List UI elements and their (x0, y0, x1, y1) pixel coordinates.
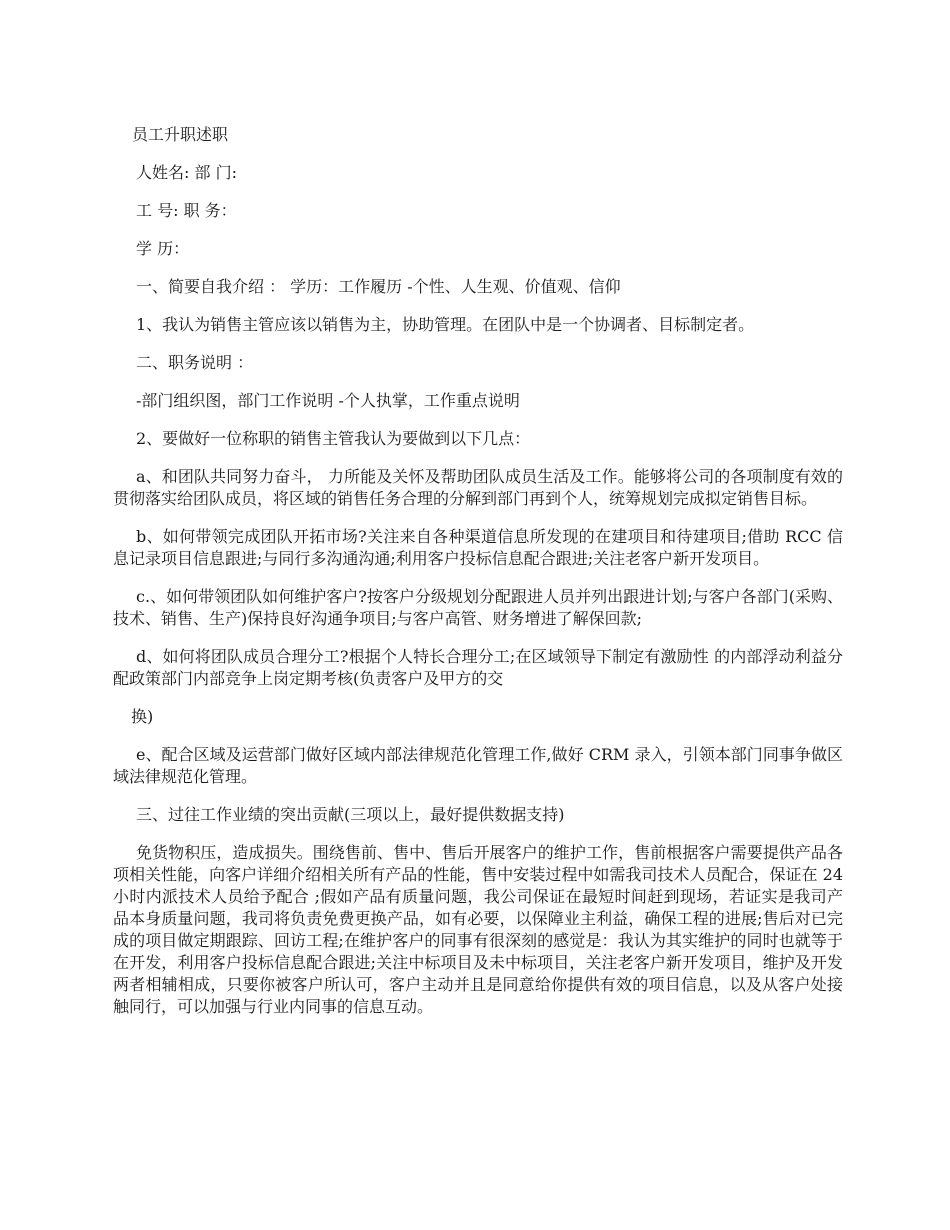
paragraph-d-continued: 换) (131, 707, 154, 726)
field-id-position: 工 号: 职 务： (136, 201, 237, 220)
paragraph-e: e、配合区域及运营部门做好区域内部法律规范化管理工作,做好 CRM 录入，引领本部门同事争做区域法律规范化管理。 (113, 745, 843, 786)
paragraph-d: d、如何将团队成员合理分工?根据个人特长合理分工;在区域领导下制定有激励性 的内部浮动利益分配政策部门内部竞争上岗定期考核(负责客户及甲方的交 (113, 647, 843, 688)
paragraph-1: 1、我认为销售主管应该以销售为主，协助管理。在团队中是一个协调者、目标制定者。 (136, 315, 755, 334)
field-education: 学 历： (136, 239, 190, 258)
field-name-department: 人姓名: 部 门: (136, 163, 237, 182)
section-2-heading: 二、职务说明 ： (136, 353, 254, 372)
paragraph-a: a、和团队共同努力奋斗， 力所能及关怀及帮助团队成员生活及工作。能够将公司的各项制度有效的贯彻落实给团队成员，将区域的销售任务合理的分解到部门再到个人，统筹规划完成拟定销售目标。 (113, 467, 843, 508)
document-body (113, 124, 843, 1018)
paragraph-c: c.、如何带领团队如何维护客户?按客户分级规划分配跟进人员并列出跟进计划;与客户各部门(采购、技术、销售、生产)保持良好沟通争项目;与客户高管、财务增进了解保回款; (113, 587, 843, 628)
paragraph-b: b、如何带领完成团队开拓市场?关注来自各种渠道信息所发现的在建项目和待建项目;借助 RCC 信息记录项目信息跟进;与同行多沟通沟通;利用客户投标信息配合跟进;关注老客户新开发项目。 (113, 527, 843, 568)
paragraph-org-chart: -部门组织图，部门工作说明 -个人执掌，工作重点说明 (136, 391, 520, 410)
section-3-heading: 三、过往工作业绩的突出贡献(三项以上，最好提供数据支持) (136, 805, 565, 824)
paragraph-final: 免货物积压，造成损失。围绕售前、售中、售后开展客户的维护工作，售前根据客户需要提供产品各项相关性能，向客户详细介绍相关所有产品的性能，售中安装过程中如需我司技术人员配合，保证在 24 小时内派技术人员给予配合 ;假如产品有质量问题，我公司保证在最短时间赶到现场，若证实是我司产品本身质量问题，我司将负责免费更换产品，如有必要，以保障业主利益，确保工程的进展;售后对已完成的项目做定期跟踪、回访工程;在维护客户的同事有很深刻的感觉是：我认为其实维护的同时也就等于在开发，利用客户投标信息配合跟进;关注中标项目及未中标项目，关注老客户新开发项目，维护及开发两者相辅相成，只要你被客户所认可，客户主动并且是同意给你提供有效的项目信息，以及从客户处接触同行，可以加强与行业内同事的信息互动。 (113, 843, 843, 1016)
paragraph-2: 2、要做好一位称职的销售主管我认为要做到以下几点： (136, 429, 531, 448)
section-1-heading: 一、简要自我介绍 ： 学历：工作履历 -个性、人生观、价值观、信仰 (136, 277, 621, 296)
document-title: 员工升职述职 (132, 125, 229, 144)
